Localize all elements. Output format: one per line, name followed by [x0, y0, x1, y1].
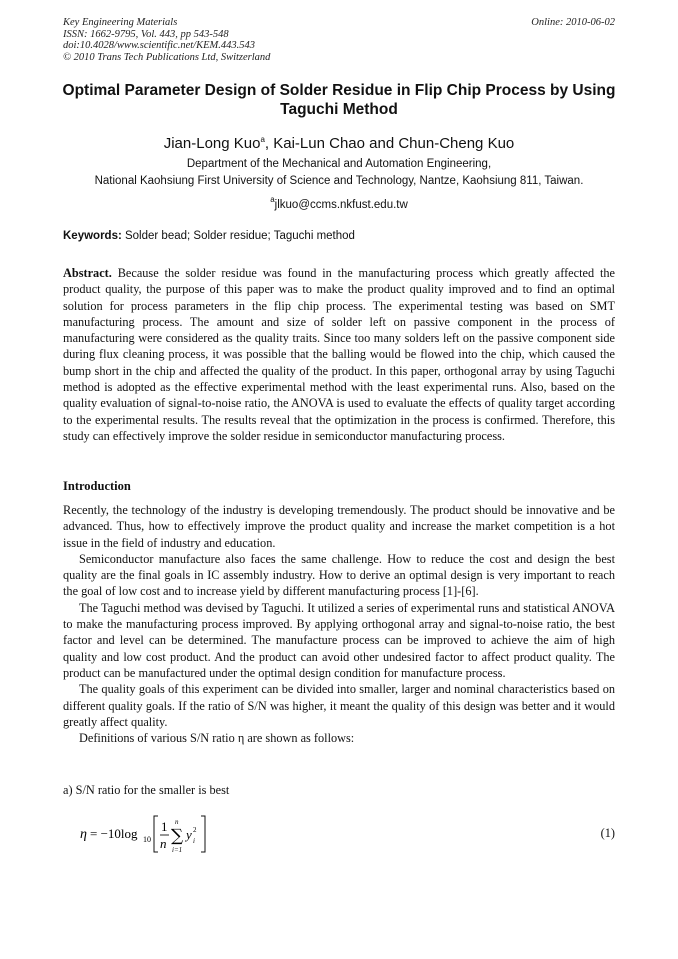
first-author: Jian-Long Kuo — [163, 135, 261, 152]
eq-eta: η — [80, 827, 87, 842]
paper-title: Optimal Parameter Design of Solder Residue in Flip Chip Process by Using Taguchi Method — [62, 82, 616, 118]
journal-issn: ISSN: 1662-9795, Vol. 443, pp 543-548 — [63, 28, 229, 40]
journal-doi: doi:10.4028/www.scientific.net/KEM.443.543 — [63, 40, 255, 51]
equation-formula — [80, 812, 220, 856]
intro-paragraph-5: Definitions of various S/N ratio η are shown as follows: — [79, 731, 355, 746]
journal-copyright: © 2010 Trans Tech Publications Ltd, Switzerland — [63, 51, 271, 63]
eq-log: = −10log — [90, 826, 138, 841]
online-date: Online: 2010-06-02 — [531, 17, 615, 28]
affiliation-department: Department of the Mechanical and Automation Engineering, — [186, 158, 492, 170]
eq-y-subscript: i — [193, 837, 195, 845]
eq-y: y — [186, 827, 192, 842]
equation-number: (1) — [600, 826, 615, 840]
eq-log-base: 10 — [143, 835, 151, 844]
email-address: jlkuo@ccms.nkfust.edu.tw — [274, 199, 408, 211]
eq-y-exponent: 2 — [193, 826, 197, 834]
eq-right-bracket — [201, 816, 205, 852]
author-list — [40, 130, 638, 154]
intro-paragraph-4: The quality goals of this experiment can be divided into smaller, larger and nominal characteristics based on different quality goals. If the ratio of S/N was higher, it meant the quality of this design was better and it would greatly affect quality. — [63, 682, 615, 729]
list-item-a: a) S/N ratio for the smaller is best — [63, 783, 230, 797]
introduction-heading: Introduction — [63, 479, 131, 493]
eq-left-bracket — [154, 816, 158, 852]
eq-sum-lower: i=1 — [172, 846, 183, 854]
abstract-text: Because the solder residue was found in the manufacturing process which greatly affected the product quality, the purpose of this paper was to make the product quality improved and to find an optimal solution for process parameters in the flip chip process. The experimental testing was based on SMT manufacturing process. The amount and size of solder left on passive component in the process of manufacturing were considered as the quality traits. Since too many solders left on the passive component side during flux cleaning process, it was possible that the balling would be flowed into the chip, which caused the bump short in the chip and affected the quality of the product. In this paper, orthogonal array by using Taguchi method is adopted as the effective experimental method with the least experimental runs. Also, based on the quality evaluation of signal-to-noise ratio, the ANOVA is used to evaluate the effects of quality target according to the experimental results. The results reveal that the optimization in the process is confirmed. Therefore, this study can effectively improve the solder residue in semiconductor manufacturing process. — [63, 266, 615, 443]
eq-sum-upper: n — [175, 818, 179, 826]
keywords-text: Solder bead; Solder residue; Taguchi method — [121, 230, 355, 242]
journal-header — [63, 17, 615, 63]
introduction-body — [63, 502, 615, 746]
eq-fraction-denominator: n — [160, 836, 167, 851]
eq-fraction-numerator: 1 — [161, 819, 168, 834]
eq-sum-sign: ∑ — [171, 826, 184, 846]
other-authors: , Kai-Lun Chao and Chun-Cheng Kuo — [264, 135, 515, 152]
journal-name: Key Engineering Materials — [63, 17, 178, 28]
affiliation-university: National Kaohsiung First University of Science and Technology, Nantze, Kaohsiung 811, Taiwan. — [94, 175, 584, 187]
email-superscript: a — [270, 195, 275, 204]
author-superscript: a — [260, 135, 265, 144]
intro-paragraph-2: Semiconductor manufacture also faces the same challenge. How to reduce the cost and design the best quality are the final goals in IC assembly industry. How to derive an optimal design is very important to reach the goal of low cost and to increase yield by different manufacturing process [1]-[6]. — [63, 551, 615, 599]
abstract-label: Abstract. — [63, 266, 112, 280]
keywords-label: Keywords: — [63, 230, 122, 242]
affiliation — [40, 156, 638, 190]
author-email — [40, 192, 638, 213]
intro-paragraph-1: Recently, the technology of the industry is developing tremendously. The product should be innovative and be advanced. Thus, how to effectively improve the product quality and increase the market competition is a hot issue in the field of industry and education. — [63, 503, 615, 550]
abstract — [63, 265, 615, 444]
equation-1 — [80, 812, 615, 856]
keywords — [63, 229, 615, 244]
intro-paragraph-3: The Taguchi method was devised by Taguchi. It utilized a series of experimental runs and statistical ANOVA to make the manufacturing process improved. By applying orthogonal array and signal-to-noise ratio, the best factor and level can be determined. The manufacture process can be improved to achieve the aim of high quality and low cost product. And the product can avoid other undesired factor to affect product quality. The product can be manufactured under the optimal design condition for manufacture process. — [63, 600, 615, 680]
